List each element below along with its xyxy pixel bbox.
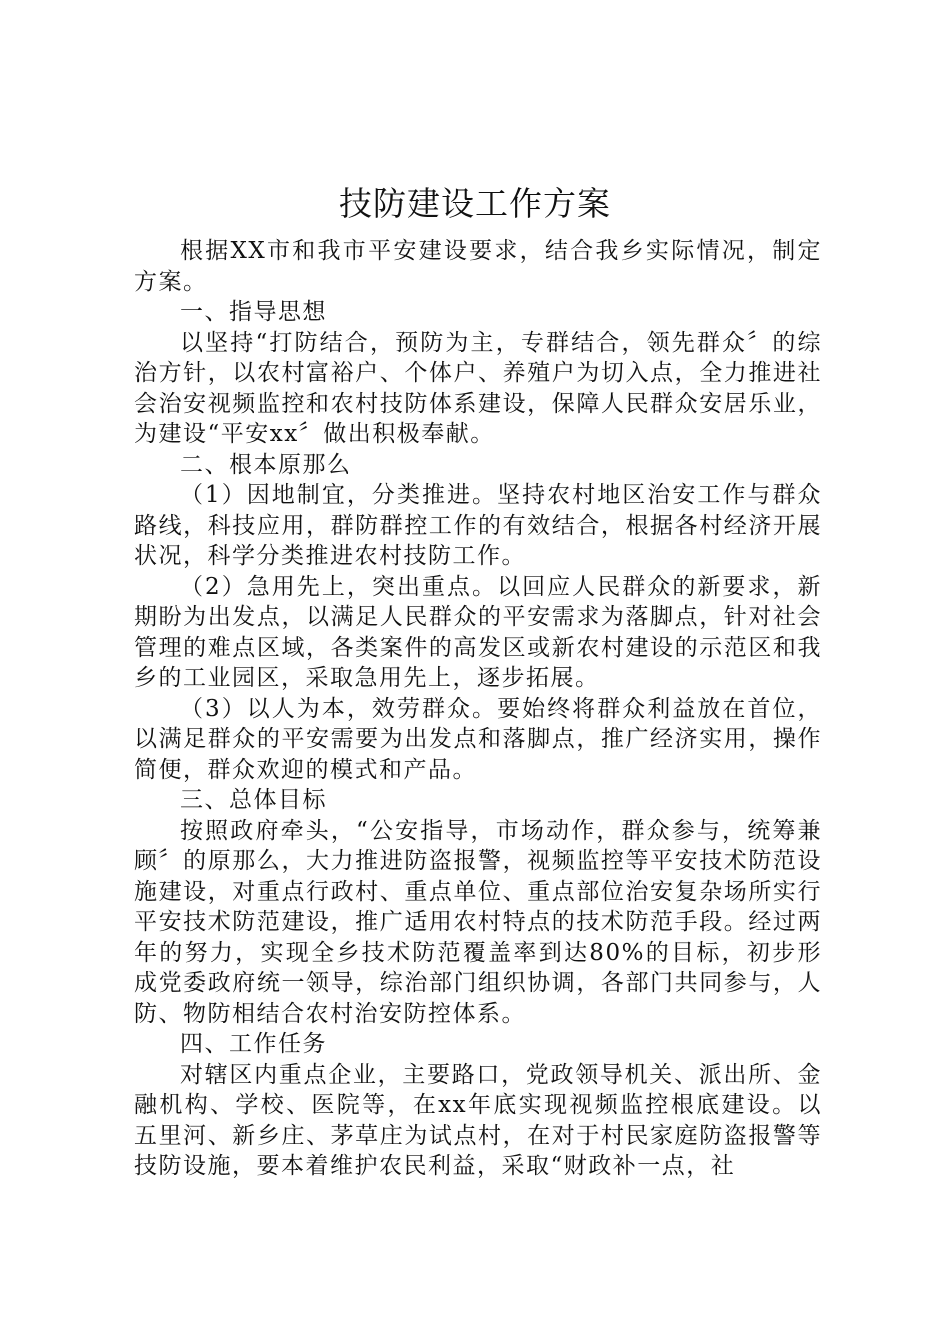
overall-goals-paragraph: 按照政府牵头，“公安指导，市场动作，群众参与，统筹兼顾〞的原那么，大力推进防盗报警，视频监控等平安技术防范设施建设，对重点行政村、重点单位、重点部位治安复杂场所实行平安技术防范建设，推广适用农村特点的技术防范手段。经过两年的努力，实现全乡技术防范覆盖率到达80%的目标，初步形成党委政府统一领导，综治部门组织协调，各部门共同参与，人防、物防相结合农村治安防控体系。: [134, 817, 822, 1027]
work-tasks-paragraph: 对辖区内重点企业，主要路口，党政领导机关、派出所、金融机构、学校、医院等，在xx年底实现视频监控根底建设。以五里河、新乡庄、茅草庄为试点村，在对于村民家庭防盗报警等技防设施，要本着维护农民利益，采取“财政补一点，社: [134, 1061, 822, 1179]
section-heading-basic-principles: 二、根本原那么: [180, 451, 352, 478]
section-heading-overall-goals: 三、总体目标: [180, 787, 327, 813]
section-heading-work-tasks: 四、工作任务: [180, 1031, 327, 1057]
principle-1-paragraph: （1）因地制宜，分类推进。坚持农村地区治安工作与群众路线，科技应用，群防群控工作的有效结合，根据各村经济开展状况，科学分类推进农村技防工作。: [134, 482, 822, 569]
intro-paragraph: 根据XX市和我市平安建设要求，结合我乡实际情况，制定方案。: [134, 238, 822, 295]
document-body: [134, 236, 822, 1182]
principle-3-paragraph: （3）以人为本，效劳群众。要始终将群众利益放在首位，以满足群众的平安需要为出发点和落脚点，推广经济实用，操作简便，群众欢迎的模式和产品。: [134, 695, 822, 783]
guiding-ideology-paragraph: 以坚持“打防结合，预防为主，专群结合，领先群众〞的综治方针，以农村富裕户、个体户、养殖户为切入点，全力推进社会治安视频监控和农村技防体系建设，保障人民群众安居乐业，为建设“平安xx〞做出积极奉献。: [134, 329, 822, 447]
document-title: 技防建设工作方案: [339, 184, 611, 223]
principle-2-paragraph: （2）急用先上，突出重点。以回应人民群众的新要求，新期盼为出发点，以满足人民群众的平安需求为落脚点，针对社会管理的难点区域，各类案件的高发区或新农村建设的示范区和我乡的工业园区，采取急用先上，逐步拓展。: [134, 573, 822, 691]
section-heading-guiding-ideology: 一、指导思想: [180, 299, 327, 325]
